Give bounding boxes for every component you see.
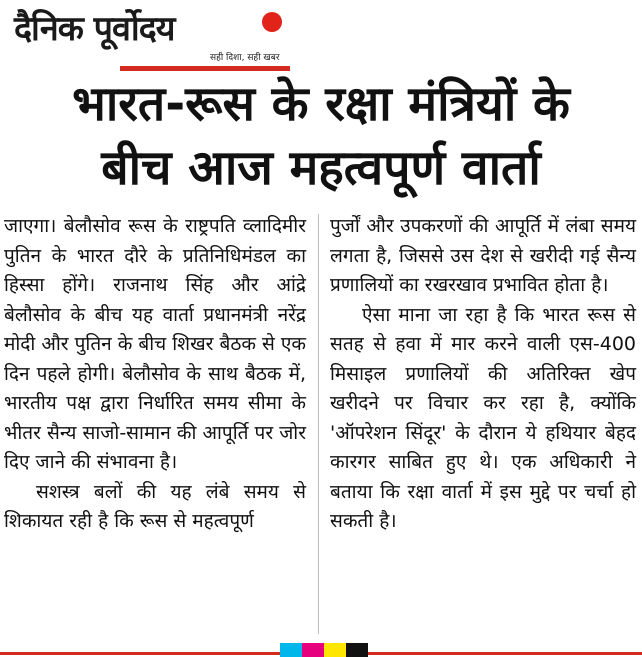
article-paragraph: ऐसा माना जा रहा है कि भारत रूस से सतह से हवा में मार करने वाली एस-400 मिसाइल प्रणालियों की अतिरिक्त खेप खरीदने पर विचार कर रहा है, क्योंकि 'ऑपरेशन सिंदूर' के दौरान ये हथियार बेहद कारगर साबित हुए थे। एक अधिकारी ने बताया कि रक्षा वार्ता में इस मुद्दे पर चर्चा हो सकती है। [330,303,636,532]
headline [0,72,642,200]
magenta-swatch [302,643,324,657]
yellow-swatch [324,643,346,657]
print-color-registration-marks [280,643,368,657]
headline-line-1: भारत-रूस के रक्षा मंत्रियों के [72,76,570,132]
logo-red-dot-icon [262,12,282,32]
headline-line-2: बीच आज महत्वपूर्ण वार्ता [101,140,541,196]
article-paragraph: सशस्त्र बलों की यह लंबे समय से शिकायत रही है कि रूस से महत्वपूर्ण [4,480,306,532]
article-column-left [4,212,306,537]
masthead-tagline: सही दिशा, सही खबर [210,53,280,63]
article-paragraph: पुर्जों और उपकरणों की आपूर्ति में लंबा समय लगता है, जिससे उस देश से खरीदी गई सैन्य प्रणालियों का रखरखाव प्रभावित होता है। [330,215,636,296]
masthead-red-rule [120,66,290,71]
black-swatch [346,643,368,657]
article-paragraph: जाएगा। बेलौसोव रूस के राष्ट्रपति व्लादिमीर पुतिन के भारत दौरे के प्रतिनिधिमंडल का हिस्सा होंगे। राजनाथ सिंह और आंद्रे बेलौसोव के बीच यह वार्ता प्रधानमंत्री नरेंद्र मोदी और पुतिन के बीच शिखर बैठक से एक दिन पहले होगी। बेलौसोव के साथ बैठक में, भारतीय पक्ष द्वारा निर्धारित समय सीमा के भीतर सैन्य साजो-सामान की आपूर्ति पर जोर दिए जाने की संभावना है। [4,215,306,473]
cyan-swatch [280,643,302,657]
newspaper-logo: दैनिक पूर्वोदय [14,9,175,49]
column-divider [318,214,319,634]
masthead [14,4,304,64]
article-column-right [330,212,636,537]
